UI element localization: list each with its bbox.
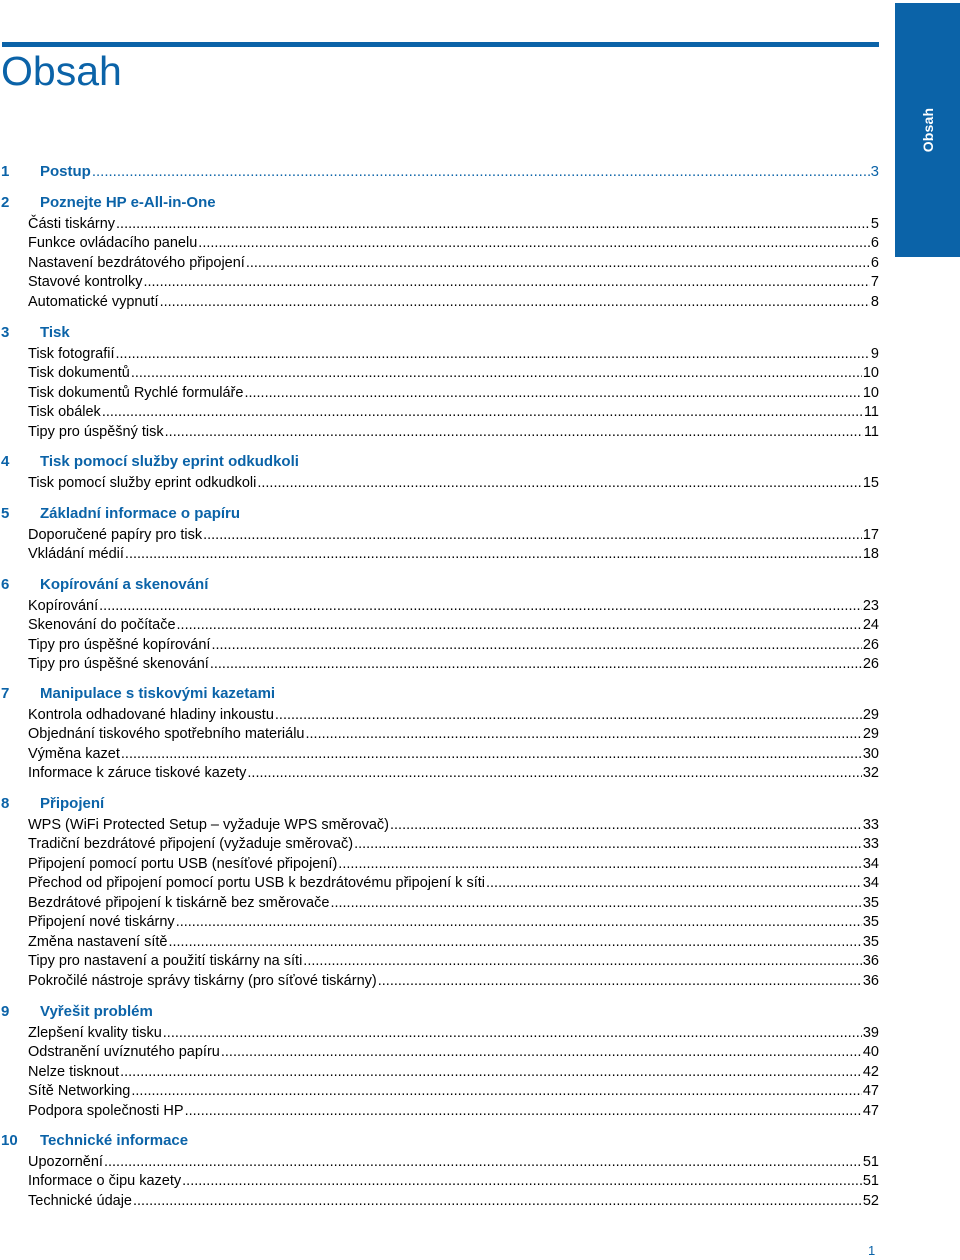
chapter-title: Připojení <box>40 795 105 812</box>
dot-leader <box>246 253 870 273</box>
toc-entry[interactable] <box>28 815 879 835</box>
chapter-line <box>40 504 879 524</box>
toc-entry-page-number: 34 <box>862 855 879 872</box>
chapter-title: Základní informace o papíru <box>40 505 241 522</box>
toc-entry[interactable] <box>28 1081 879 1101</box>
toc-entry[interactable] <box>28 214 879 234</box>
toc-entry-label: Tipy pro úspěšný tisk <box>28 423 164 440</box>
toc-entry-label: Informace o čipu kazety <box>28 1173 182 1189</box>
toc-entry-label: Tradiční bezdrátové připojení (vyžaduje směrovač) <box>28 836 354 852</box>
toc-entry-page-number: 42 <box>862 1063 879 1080</box>
toc-entry-page-number: 32 <box>862 765 879 781</box>
toc-entry-page-number: 11 <box>863 423 879 440</box>
toc-entry[interactable] <box>28 544 879 564</box>
chapter-heading[interactable] <box>1 1131 879 1151</box>
toc-entry-page-number: 52 <box>862 1192 879 1209</box>
toc-entry-label: WPS (WiFi Protected Setup – vyžaduje WPS směrovač) <box>28 816 389 833</box>
toc-entry[interactable] <box>28 1191 879 1211</box>
toc-entry-label: Tisk dokumentů Rychlé formuláře <box>28 384 244 401</box>
toc-entry-page-number: 47 <box>862 1083 879 1099</box>
dot-leader <box>160 292 870 312</box>
toc-entry[interactable] <box>28 473 879 493</box>
chapter-line <box>40 193 879 213</box>
toc-entry-page-number: 51 <box>862 1153 879 1170</box>
toc-entry[interactable] <box>28 596 879 616</box>
dot-leader <box>182 1171 862 1191</box>
chapter-heading[interactable] <box>1 504 879 524</box>
dot-leader <box>133 1191 862 1211</box>
toc-entry-page-number: 5 <box>870 215 879 232</box>
toc-entry-page-number: 8 <box>870 293 879 310</box>
dot-leader <box>143 272 869 292</box>
toc-entry[interactable] <box>28 971 879 991</box>
toc-entry-label: Doporučené papíry pro tisk <box>28 526 203 543</box>
toc-entry-label: Zlepšení kvality tisku <box>28 1024 162 1041</box>
toc-entry-label: Nastavení bezdrátového připojení <box>28 254 245 271</box>
toc-entry-label: Objednání tiskového spotřebního materiálu <box>28 726 305 742</box>
dot-leader <box>163 1023 862 1043</box>
dot-leader <box>120 1062 862 1082</box>
toc-entry-label: Tipy pro nastavení a použití tiskárny na síti <box>28 953 303 969</box>
toc-entry-label: Tisk pomocí služby eprint odkudkoli <box>28 474 257 491</box>
chapter-title: Poznejte HP e-All-in-One <box>40 194 216 211</box>
toc-entry-page-number: 39 <box>862 1024 879 1041</box>
toc-entry-page-number: 26 <box>862 656 879 672</box>
toc-entry-label: Skenování do počítače <box>28 617 176 633</box>
toc-entry-page-number: 51 <box>862 1173 879 1189</box>
dot-leader <box>330 893 861 913</box>
toc-entry-label: Tipy pro úspěšné kopírování <box>28 636 211 653</box>
toc-entry-page-number: 30 <box>862 745 879 762</box>
dot-leader <box>116 344 870 364</box>
dot-leader <box>198 233 870 253</box>
toc-entry[interactable] <box>28 635 879 655</box>
dot-leader <box>102 402 863 422</box>
toc-entry-page-number: 47 <box>862 1102 879 1119</box>
chapter-number: 9 <box>1 1003 10 1020</box>
toc-entry[interactable] <box>28 1171 879 1191</box>
header-rule <box>2 42 879 47</box>
chapter-heading[interactable] <box>1 794 879 814</box>
dot-leader <box>211 635 861 655</box>
chapter-line <box>40 794 879 814</box>
toc-entry-label: Funkce ovládacího panelu <box>28 235 198 251</box>
toc-entry-label: Připojení nové tiskárny <box>28 914 175 930</box>
toc-entry-label: Přechod od připojení pomocí portu USB k bezdrátovému připojení k síti <box>28 875 485 891</box>
dot-leader <box>92 162 870 182</box>
toc-entry-label: Tisk dokumentů <box>28 365 130 381</box>
toc-entry-label: Nelze tisknout <box>28 1063 120 1080</box>
toc-entry-page-number: 26 <box>862 636 879 653</box>
dot-leader <box>99 596 862 616</box>
toc-entry[interactable] <box>28 615 879 635</box>
chapter-line <box>40 575 879 595</box>
toc-entry[interactable] <box>28 253 879 273</box>
dot-leader <box>131 1081 862 1101</box>
toc-entry[interactable] <box>28 272 879 292</box>
dot-leader <box>354 834 862 854</box>
toc-entry-label: Technické údaje <box>28 1192 132 1209</box>
dot-leader <box>185 1101 862 1121</box>
toc-entry-page-number: 36 <box>862 953 879 969</box>
dot-leader <box>168 932 861 952</box>
chapter-number: 10 <box>1 1132 18 1149</box>
toc-entry-page-number: 6 <box>870 235 879 251</box>
dot-leader <box>486 873 862 893</box>
toc-entry-label: Kontrola odhadované hladiny inkoustu <box>28 706 274 723</box>
toc-entry[interactable] <box>28 724 879 744</box>
toc-entry[interactable] <box>28 383 879 403</box>
chapter-line <box>40 1131 879 1151</box>
toc-entry-page-number: 33 <box>862 836 879 852</box>
toc-entry[interactable] <box>28 932 879 952</box>
toc-entry-label: Pokročilé nástroje správy tiskárny (pro síťové tiskárny) <box>28 972 377 989</box>
chapter-heading[interactable] <box>1 162 879 182</box>
dot-leader <box>275 705 862 725</box>
toc-entry-page-number: 18 <box>862 546 879 562</box>
toc-entry-label: Automatické vypnutí <box>28 293 159 310</box>
chapter-heading[interactable] <box>1 452 879 472</box>
chapter-line <box>40 452 879 472</box>
dot-leader <box>125 544 862 564</box>
page-number: 1 <box>868 1243 876 1258</box>
dot-leader <box>104 1152 862 1172</box>
toc-entry-page-number: 29 <box>862 726 879 742</box>
chapter-title: Technické informace <box>40 1132 189 1149</box>
toc-entry[interactable] <box>28 834 879 854</box>
toc-entry-label: Odstranění uvíznutého papíru <box>28 1044 220 1060</box>
chapter-title: Tisk pomocí služby eprint odkudkoli <box>40 453 299 470</box>
toc-entry-label: Kopírování <box>28 597 99 614</box>
toc-entry[interactable] <box>28 1101 879 1121</box>
chapter-title: Postup <box>40 163 91 180</box>
dot-leader <box>131 363 862 383</box>
dot-leader <box>203 525 862 545</box>
chapter-heading[interactable] <box>1 684 879 704</box>
toc-entry[interactable] <box>28 951 879 971</box>
toc-entry-page-number: 40 <box>862 1044 879 1060</box>
toc-entry-page-number: 35 <box>862 914 879 930</box>
chapter-title: Vyřešit problém <box>40 1003 153 1020</box>
toc-entry[interactable] <box>28 233 879 253</box>
toc-entry-page-number: 6 <box>870 254 879 271</box>
side-tab-label: Obsah <box>919 107 936 153</box>
toc-entry-label: Podpora společnosti HP <box>28 1102 184 1119</box>
toc-entry-label: Tipy pro úspěšné skenování <box>28 656 209 672</box>
chapter-line <box>40 162 879 182</box>
toc-entry-page-number: 9 <box>870 345 879 362</box>
toc-entry-label: Sítě Networking <box>28 1083 131 1099</box>
chapter-number: 6 <box>1 576 10 593</box>
chapter-number: 8 <box>1 795 10 812</box>
chapter-heading[interactable] <box>1 1002 879 1022</box>
toc-entry[interactable] <box>28 873 879 893</box>
dot-leader <box>378 971 862 991</box>
toc-entry-page-number: 29 <box>862 706 879 723</box>
toc-entry-label: Změna nastavení sítě <box>28 933 168 950</box>
chapter-number: 3 <box>1 324 10 341</box>
toc-entry-page-number: 35 <box>862 894 879 911</box>
chapter-page-number: 3 <box>870 163 879 180</box>
toc-entry[interactable] <box>28 363 879 383</box>
dot-leader <box>210 654 862 674</box>
toc-entry[interactable] <box>28 1042 879 1062</box>
chapter-number: 5 <box>1 505 10 522</box>
toc-entry-page-number: 23 <box>862 597 879 614</box>
toc-entry-label: Výměna kazet <box>28 745 120 762</box>
toc-entry[interactable] <box>28 344 879 364</box>
dot-leader <box>221 1042 862 1062</box>
dot-leader <box>176 912 862 932</box>
toc-entry-label: Tisk fotografií <box>28 345 115 362</box>
toc-entry-label: Stavové kontrolky <box>28 274 143 290</box>
toc-entry[interactable] <box>28 744 879 764</box>
chapter-number: 1 <box>1 163 10 180</box>
toc-entry[interactable] <box>28 292 879 312</box>
toc-entry[interactable] <box>28 402 879 422</box>
chapter-line <box>40 323 879 343</box>
toc-entry[interactable] <box>28 525 879 545</box>
toc-entry[interactable] <box>28 912 879 932</box>
chapter-title: Tisk <box>40 324 70 341</box>
chapter-number: 7 <box>1 685 10 702</box>
toc-entry[interactable] <box>28 1152 879 1172</box>
chapter-heading[interactable] <box>1 193 879 213</box>
dot-leader <box>338 854 862 874</box>
dot-leader <box>257 473 862 493</box>
toc-entry-label: Bezdrátové připojení k tiskárně bez směrovače <box>28 894 330 911</box>
toc-entry-page-number: 15 <box>862 474 879 491</box>
dot-leader <box>305 724 861 744</box>
toc-entry-label: Upozornění <box>28 1153 103 1170</box>
toc-entry-page-number: 35 <box>862 933 879 950</box>
dot-leader <box>247 763 861 783</box>
toc-entry[interactable] <box>28 1023 879 1043</box>
chapter-line <box>40 1002 879 1022</box>
dot-leader <box>390 815 862 835</box>
dot-leader <box>165 422 863 442</box>
toc-entry-page-number: 24 <box>862 617 879 633</box>
toc-entry-page-number: 10 <box>862 384 879 401</box>
toc-entry-page-number: 17 <box>862 526 879 543</box>
toc-entry-label: Informace k záruce tiskové kazety <box>28 765 247 781</box>
toc-entry-page-number: 7 <box>870 274 879 290</box>
page-title: Obsah <box>1 48 122 94</box>
toc-entry-page-number: 33 <box>862 816 879 833</box>
dot-leader <box>244 383 861 403</box>
chapter-number: 4 <box>1 453 10 470</box>
dot-leader <box>177 615 862 635</box>
chapter-title: Kopírování a skenování <box>40 576 209 593</box>
toc-entry[interactable] <box>28 854 879 874</box>
chapter-line <box>40 684 879 704</box>
toc-entry[interactable] <box>28 1062 879 1082</box>
toc-entry-page-number: 10 <box>862 365 879 381</box>
dot-leader <box>116 214 870 234</box>
toc-entry-page-number: 34 <box>862 875 879 891</box>
dot-leader <box>303 951 862 971</box>
chapter-number: 2 <box>1 194 10 211</box>
toc-entry-label: Tisk obálek <box>28 404 101 420</box>
toc-entry[interactable] <box>28 422 879 442</box>
toc-entry[interactable] <box>28 763 879 783</box>
side-tab <box>895 3 960 257</box>
toc-entry-label: Části tiskárny <box>28 215 116 232</box>
toc-entry-label: Vkládání médií <box>28 546 124 562</box>
chapter-title: Manipulace s tiskovými kazetami <box>40 685 276 702</box>
dot-leader <box>121 744 862 764</box>
toc-entry-page-number: 11 <box>863 404 879 420</box>
toc-entry[interactable] <box>28 893 879 913</box>
chapter-heading[interactable] <box>1 323 879 343</box>
toc-entry-page-number: 36 <box>862 972 879 989</box>
chapter-heading[interactable] <box>1 575 879 595</box>
toc-entry[interactable] <box>28 654 879 674</box>
toc-entry-label: Připojení pomocí portu USB (nesíťové připojení) <box>28 855 338 872</box>
toc-entry[interactable] <box>28 705 879 725</box>
